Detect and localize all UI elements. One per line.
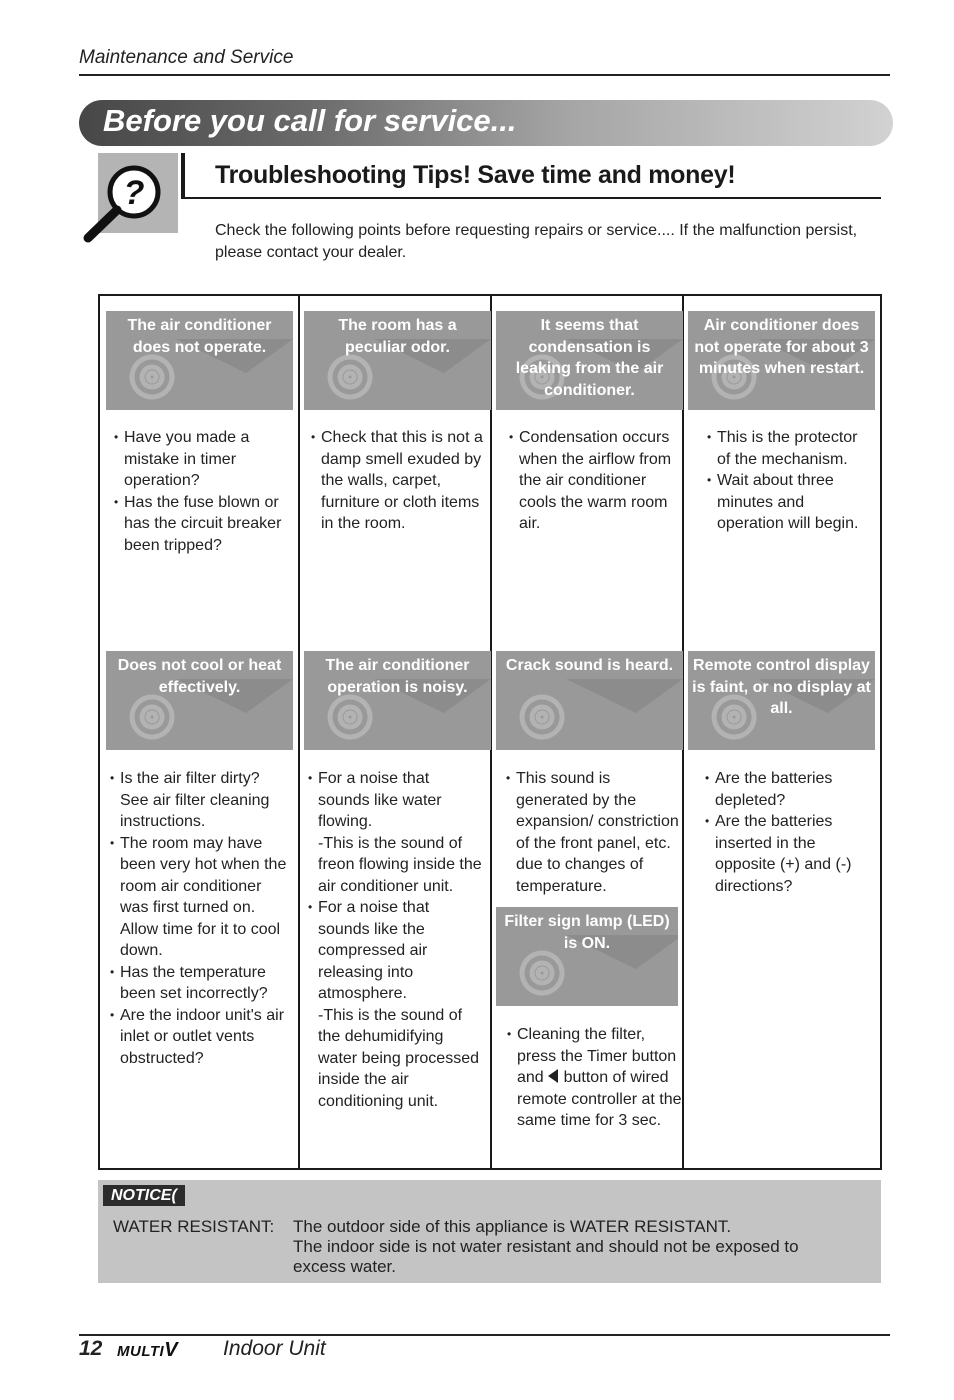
list-item: • Condensation occurs when the airflow from the air conditioner cools the warm room air. xyxy=(509,427,681,535)
list-item: • For a noise that sounds like water flowing. xyxy=(308,768,484,833)
footer-divider xyxy=(79,1334,890,1336)
page-title: Before you call for service... xyxy=(103,103,517,138)
tips-list xyxy=(507,1024,683,1132)
tips-list xyxy=(509,427,681,535)
notice-text xyxy=(293,1217,853,1277)
intro-text: Check the following points before requesting repairs or service.... If the malfunction persist, please contact your dealer. xyxy=(215,222,858,261)
list-item: • Is the air filter dirty? See air filter cleaning instructions. xyxy=(110,768,292,833)
header-divider xyxy=(79,74,890,76)
list-item: • The room may have been very hot when the room air conditioner was first turned on. Allow time for it to cool down. xyxy=(110,833,292,962)
problem-title: The room has a peculiar odor. xyxy=(338,317,457,356)
tips-list xyxy=(707,427,875,535)
logo-text: MULTI xyxy=(117,1343,165,1360)
tips-list xyxy=(311,427,483,535)
list-item: • Has the temperature been set incorrectly? xyxy=(110,962,292,1005)
list-item: • Have you made a mistake in timer operation? xyxy=(114,427,290,492)
notice-label: WATER RESISTANT: xyxy=(113,1217,275,1236)
notice-line: The indoor side is not water resistant and should not be exposed to excess water. xyxy=(293,1237,799,1276)
problem-card xyxy=(496,311,683,410)
list-item: • Are the batteries depleted? xyxy=(705,768,875,811)
tip-text: Cleaning the filter, press the Timer button and xyxy=(517,1026,677,1086)
svg-text:?: ? xyxy=(123,174,145,212)
problem-card xyxy=(106,311,293,410)
list-item: • Are the batteries inserted in the opposite (+) and (-) directions? xyxy=(705,811,875,897)
notice-line: The outdoor side of this appliance is WATER RESISTANT. xyxy=(293,1217,732,1236)
list-item: • Check that this is not a damp smell exuded by the walls, carpet, furniture or cloth items in the room. xyxy=(311,427,483,535)
section-title: Maintenance and Service xyxy=(79,47,294,68)
problem-title: Air conditioner does not operate for about 3 minutes when restart. xyxy=(694,317,869,377)
problem-card xyxy=(304,311,491,410)
notice-badge: NOTICE( xyxy=(103,1185,185,1206)
list-item: • Wait about three minutes and operation will begin. xyxy=(707,470,875,535)
tips-list xyxy=(114,427,290,556)
list-item: • This is the protector of the mechanism. xyxy=(707,427,875,470)
problem-title: The air conditioner operation is noisy. xyxy=(325,657,470,696)
tips-heading: Troubleshooting Tips! Save time and money! xyxy=(215,161,736,189)
list-subitem: -This is the sound of the dehumidifying water being processed inside the air conditioning unit. xyxy=(318,1006,479,1110)
tips-title-underline xyxy=(181,197,881,199)
problem-card xyxy=(106,651,293,750)
column-divider xyxy=(298,296,300,1168)
problem-title: Does not cool or heat effectively. xyxy=(117,657,282,696)
list-item xyxy=(507,1024,683,1132)
logo-v: V xyxy=(164,1339,179,1361)
problem-title: Crack sound is heard. xyxy=(505,657,674,674)
footer-unit-label: Indoor Unit xyxy=(223,1337,326,1360)
page-banner xyxy=(79,100,893,146)
problem-title: It seems that condensation is leaking from the air conditioner. xyxy=(515,317,664,399)
problem-card xyxy=(688,651,875,750)
tips-list xyxy=(506,768,682,897)
list-item: • For a noise that sounds like the compressed air releasing into atmosphere. xyxy=(308,897,484,1005)
magnifier-question-icon xyxy=(82,160,172,245)
tips-list xyxy=(705,768,875,897)
problem-title: Filter sign lamp (LED) is ON. xyxy=(504,913,670,952)
tip-text: button of wired remote controller at the same time for 3 sec. xyxy=(517,1069,682,1129)
problem-card xyxy=(496,907,678,1006)
brand-logo xyxy=(117,1339,178,1362)
list-item: • Has the fuse blown or has the circuit breaker been tripped? xyxy=(114,492,290,557)
problem-card xyxy=(688,311,875,410)
problem-card xyxy=(304,651,491,750)
tips-title-marker xyxy=(181,153,185,199)
problem-card xyxy=(496,651,683,750)
problem-title: The air conditioner does not operate. xyxy=(127,317,272,356)
page-number: 12 xyxy=(79,1337,103,1360)
list-subitem: -This is the sound of freon flowing inside the air conditioner unit. xyxy=(318,834,482,895)
list-item: • Are the indoor unit's air inlet or outlet vents obstructed? xyxy=(110,1005,292,1070)
tips-list xyxy=(308,768,484,1112)
tips-list xyxy=(110,768,292,1069)
problem-title: Remote control display is faint, or no display at all. xyxy=(692,657,871,717)
list-item: • This sound is generated by the expansion/ constriction of the front panel, etc. due to changes of temperature. xyxy=(506,768,682,897)
left-arrow-icon xyxy=(548,1069,559,1083)
